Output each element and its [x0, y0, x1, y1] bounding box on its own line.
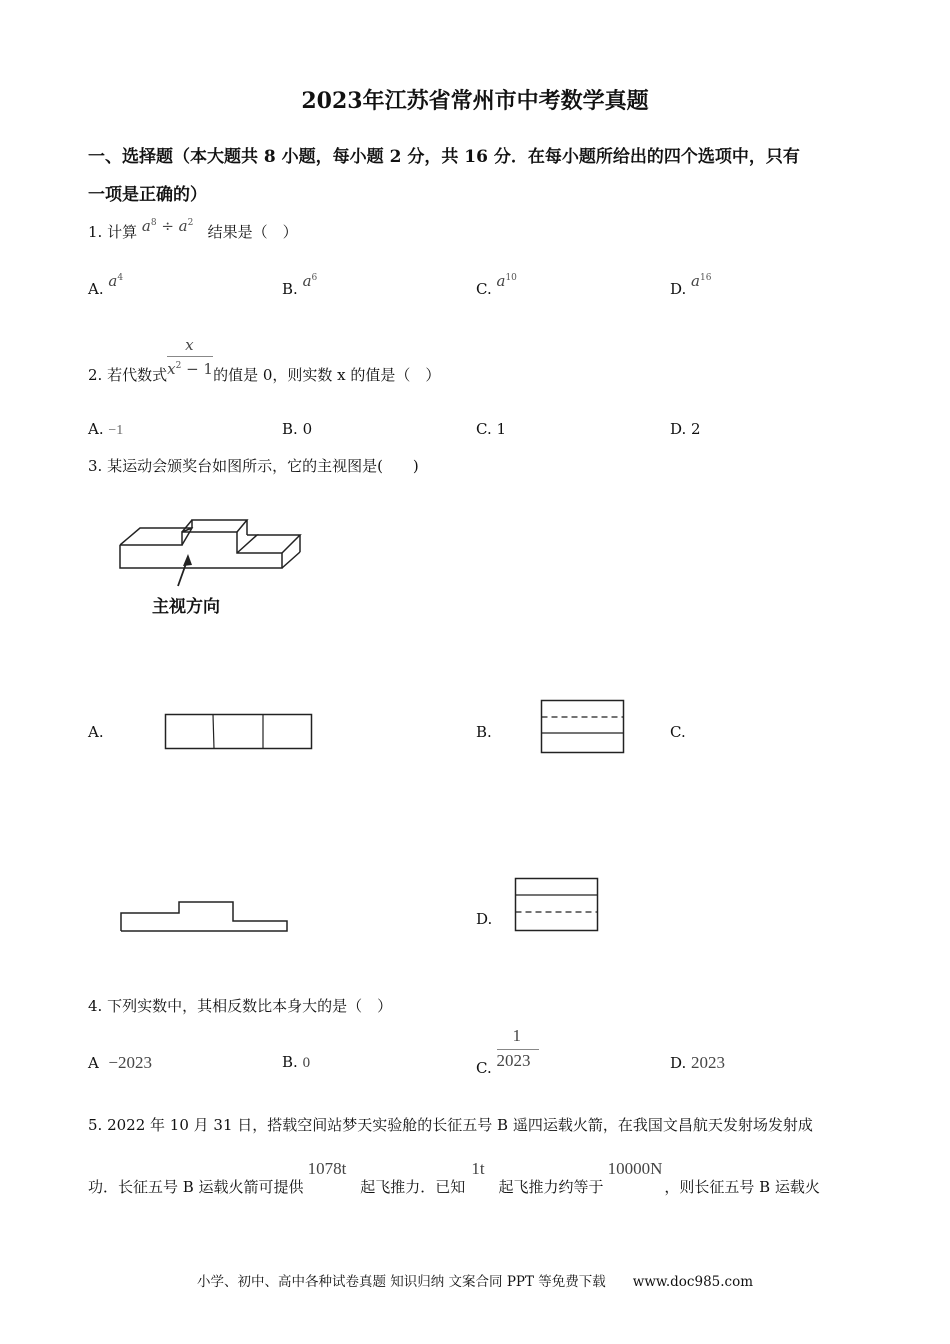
q5-value-1t: 1t	[471, 1159, 485, 1178]
q2-prefix: 2. 若代数式	[88, 366, 168, 384]
q4-option-d[interactable]: D. 2023	[670, 1053, 726, 1072]
figure-label: 主视方向	[152, 597, 220, 617]
page-footer: 小学、初中、高中各种试卷真题 知识归纳 文案合同 PPT 等免费下载 www.doc985.com	[196, 1274, 754, 1290]
q3-option-a[interactable]: A.	[88, 723, 104, 741]
question-4: 4. 下列实数中，其相反数比本身大的是（ ）	[88, 997, 393, 1015]
q3-option-c-figure[interactable]	[119, 900, 291, 934]
question-2	[88, 336, 441, 385]
q3-option-a-figure[interactable]	[164, 713, 314, 751]
q2-option-d[interactable]: D. 2	[670, 420, 701, 438]
q1-option-c[interactable]: C. $a^{10}$	[476, 272, 517, 298]
q1-option-b[interactable]: B. $a^6$	[282, 272, 318, 298]
q2-option-c[interactable]: C. 1	[476, 420, 507, 438]
section-heading-line1: 一、选择题（本大题共 8 小题，每小题 2 分，共 16 分．在每小题所给出的四个选项中，只有	[88, 147, 800, 167]
q5-value-newton: 10000N	[607, 1159, 663, 1178]
q2-suffix: 的值是 0，则实数 x 的值是（ ）	[213, 366, 441, 384]
q3-option-d-figure[interactable]	[514, 877, 600, 933]
q5-value-thrust: 1078t	[307, 1159, 347, 1178]
page-title: 2023年江苏省常州市中考数学真题	[301, 88, 649, 114]
q2-option-b[interactable]: B. 0	[282, 420, 313, 438]
q1-option-d[interactable]: D. $a^{16}$	[670, 272, 712, 298]
q1-option-a[interactable]: A. $a^4$	[88, 272, 124, 298]
q4-option-b[interactable]: B. 0	[282, 1053, 311, 1071]
q4-option-c-fraction: $\frac{1}{2023}$	[497, 1053, 539, 1073]
q4-option-c[interactable]: C. $\frac{1}{2023}$	[476, 1053, 539, 1077]
question-1	[88, 217, 298, 242]
question-3: 3. 某运动会颁奖台如图所示，它的主视图是( )	[88, 457, 419, 475]
q1-prefix: 1. 计算	[88, 223, 138, 241]
q3-option-d[interactable]: D.	[476, 910, 493, 928]
q1-expression: $a^8 \div a^2$	[141, 217, 194, 235]
section-heading-line2: 一项是正确的）	[88, 185, 207, 205]
q2-option-a[interactable]: A. −1	[88, 420, 124, 438]
question-5-line1: 5. 2022 年 10 月 31 日，搭载空间站梦天实验舱的长征五号 B 遥四运载火箭，在我国文昌航天发射场发射成	[88, 1116, 813, 1134]
question-5-line2: 功．长征五号 B 运载火箭可提供1078t起飞推力．已知1t起飞推力约等于10000N，则长征五号 B 运载火	[88, 1159, 820, 1196]
q3-option-b[interactable]: B.	[476, 723, 492, 741]
q2-fraction: $\frac{x}{x^2 - 1}$	[167, 336, 213, 378]
q3-option-c[interactable]: C.	[670, 723, 686, 741]
q3-option-b-figure[interactable]	[540, 699, 626, 755]
q4-option-a[interactable]: A −2023	[88, 1053, 152, 1072]
podium-figure	[110, 510, 340, 590]
q1-suffix: 结果是（ ）	[207, 223, 298, 241]
